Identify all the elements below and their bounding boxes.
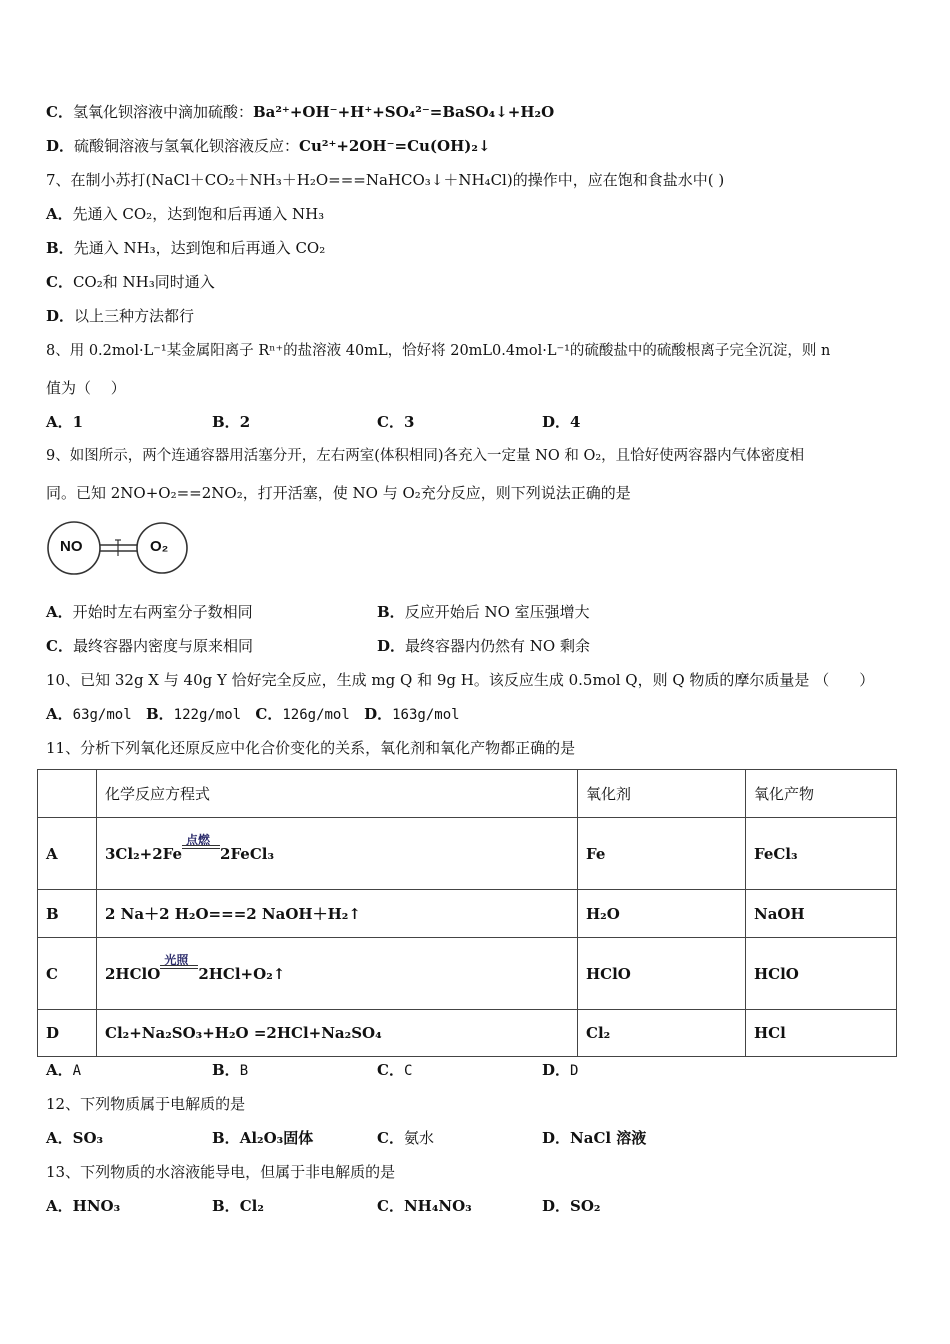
option-label: C． — [377, 1129, 404, 1147]
option-label: D． — [542, 1129, 571, 1147]
option-text: 氢氧化钡溶液中滴加硫酸： — [72, 103, 253, 121]
q13-stem: 13、下列物质的水溶液能导电，但属于非电解质的是 — [46, 1163, 396, 1181]
table-row — [38, 938, 897, 1010]
q12-stem: 12、下列物质属于电解质的是 — [46, 1095, 246, 1113]
reaction-condition — [160, 952, 198, 982]
row-oxidant: H₂O — [578, 890, 746, 938]
option-label: C． — [377, 1061, 404, 1079]
option-label: C． — [377, 1197, 404, 1215]
row-key: A — [38, 818, 97, 890]
option-text: HNO₃ — [72, 1197, 121, 1215]
q12-option-d — [542, 1128, 646, 1148]
option-text: SO₂ — [570, 1197, 601, 1215]
option-label: D． — [542, 1061, 571, 1079]
q7-option-a — [46, 204, 324, 224]
option-text: 1 — [72, 413, 84, 431]
option-text: C — [403, 1063, 413, 1079]
option-label: A． — [46, 1061, 73, 1079]
option-label: C． — [255, 705, 283, 723]
row-product: NaOH — [746, 890, 897, 938]
q7-stem: 7、在制小苏打(NaCl＋CO₂＋NH₃＋H₂O===NaHCO₃↓＋NH₄Cl)的操作中，应在饱和食盐水中( ) — [46, 171, 725, 189]
q9-stem-line1: 9、如图所示，两个连通容器用活塞分开，左右两室(体积相同)各充入一定量 NO 和 O₂，且恰好使两容器内气体密度相 — [46, 448, 805, 464]
q7-option-c — [46, 272, 215, 292]
row-equation: Cl₂+Na₂SO₃+H₂O =2HCl+Na₂SO₄ — [97, 1010, 578, 1057]
option-label: C． — [46, 273, 73, 291]
option-label: B． — [377, 603, 405, 621]
option-label: A． — [46, 705, 73, 723]
option-text: 硫酸铜溶液与氢氧化钡溶液反应： — [74, 137, 300, 155]
row-key: D — [38, 1010, 97, 1057]
q6-option-c — [46, 102, 554, 122]
q11-reaction-table — [37, 769, 897, 1057]
option-text: Al₂O₃固体 — [239, 1129, 314, 1147]
option-label: D． — [377, 637, 406, 655]
row-oxidant: HClO — [578, 938, 746, 1010]
q9-option-a — [46, 602, 253, 622]
option-label: D． — [542, 1197, 571, 1215]
q11-option-a — [46, 1060, 81, 1081]
option-text: 先通入 CO₂，达到饱和后再通入 NH₃ — [72, 205, 325, 223]
option-label: A． — [46, 205, 73, 223]
option-formula: Cu²⁺+2OH⁻=Cu(OH)₂↓ — [299, 137, 491, 155]
q11-option-b — [212, 1060, 248, 1081]
q11-option-c — [377, 1060, 412, 1081]
q8-option-d — [542, 412, 580, 432]
q10-options — [46, 704, 460, 725]
q12-option-b — [212, 1128, 313, 1148]
option-label: B． — [212, 1197, 240, 1215]
header-cell-equation: 化学反应方程式 — [97, 770, 578, 818]
option-text: 反应开始后 NO 室压强增大 — [404, 603, 590, 621]
option-text: 163g/mol — [392, 707, 460, 723]
option-label: B． — [145, 705, 174, 723]
q8-stem-line2: 值为（ ） — [46, 379, 126, 397]
table-row — [38, 890, 897, 938]
q8-option-c — [377, 412, 414, 432]
option-text: 63g/mol — [72, 707, 132, 723]
row-key: C — [38, 938, 97, 1010]
q6-option-d — [46, 136, 491, 156]
header-cell-oxidant: 氧化剂 — [578, 770, 746, 818]
option-text: 以上三种方法都行 — [74, 307, 195, 325]
option-text: NaCl 溶液 — [570, 1129, 647, 1147]
option-label: C． — [377, 413, 404, 431]
q12-option-c — [377, 1128, 434, 1148]
option-label: C． — [46, 103, 73, 121]
option-text: 最终容器内仍然有 NO 剩余 — [405, 637, 590, 655]
diagram-label-o2: O₂ — [150, 538, 169, 555]
row-key: B — [38, 890, 97, 938]
equation-right: 2FeCl₃ — [220, 844, 275, 863]
option-label: B． — [212, 413, 240, 431]
option-text: A — [72, 1063, 82, 1079]
q13-option-d — [542, 1196, 600, 1216]
q9-option-b — [377, 602, 590, 622]
table-row — [38, 818, 897, 890]
option-label: D． — [46, 137, 75, 155]
q13-option-b — [212, 1196, 264, 1216]
option-label: A． — [46, 1197, 73, 1215]
header-cell-key — [38, 770, 97, 818]
option-formula: Ba²⁺+OH⁻+H⁺+SO₄²⁻=BaSO₄↓+H₂O — [252, 103, 555, 121]
header-cell-product: 氧化产物 — [746, 770, 897, 818]
q7-option-b — [46, 238, 325, 258]
option-label: D． — [542, 413, 571, 431]
q13-option-c — [377, 1196, 472, 1216]
q9-stem-line2: 同。已知 2NO+O₂==2NO₂，打开活塞，使 NO 与 O₂充分反应，则下列说法正确的是 — [46, 484, 631, 502]
option-label: D． — [46, 307, 75, 325]
equals-bar — [182, 845, 220, 849]
option-text: SO₃ — [72, 1129, 104, 1147]
option-label: B． — [212, 1061, 240, 1079]
option-label: A． — [46, 603, 73, 621]
q11-option-d — [542, 1060, 578, 1081]
option-text: 126g/mol — [282, 707, 350, 723]
equals-bar — [160, 965, 198, 969]
q11-stem: 11、分析下列氧化还原反应中化合价变化的关系，氧化剂和氧化产物都正确的是 — [46, 739, 576, 757]
row-equation — [97, 938, 578, 1010]
option-label: B． — [212, 1129, 240, 1147]
option-label: A． — [46, 413, 73, 431]
q13-option-a — [46, 1196, 120, 1216]
option-text: 122g/mol — [173, 707, 242, 723]
option-text: Cl₂ — [239, 1197, 264, 1215]
reaction-condition — [182, 832, 220, 862]
option-label: C． — [46, 637, 73, 655]
option-text: CO₂和 NH₃同时通入 — [72, 273, 215, 291]
option-text: 3 — [403, 413, 415, 431]
q8-stem-line1: 8、用 0.2mol·L⁻¹某金属阳离子 Rⁿ⁺的盐溶液 40mL，恰好将 20mL0.4mol·L⁻¹的硫酸盐中的硫酸根离子完全沉淀，则 n — [46, 343, 831, 359]
q9-option-c — [46, 636, 253, 656]
option-text: 2 — [239, 413, 251, 431]
row-product: FeCl₃ — [746, 818, 897, 890]
table-header-row — [38, 770, 897, 818]
row-product: HClO — [746, 938, 897, 1010]
option-text: B — [239, 1063, 249, 1079]
condition-label: 点燃 — [186, 832, 211, 847]
option-text: 氨水 — [403, 1129, 434, 1147]
q12-option-a — [46, 1128, 103, 1148]
option-text: NH₄NO₃ — [403, 1197, 472, 1215]
q9-option-d — [377, 636, 590, 656]
option-label: A． — [46, 1129, 73, 1147]
row-oxidant: Cl₂ — [578, 1010, 746, 1057]
diagram-label-no: NO — [60, 538, 83, 555]
equation-left: 2HClO — [105, 964, 161, 983]
q10-stem: 10、已知 32g X 与 40g Y 恰好完全反应，生成 mg Q 和 9g H。该反应生成 0.5mol Q，则 Q 物质的摩尔质量是 （ ） — [46, 671, 875, 689]
q7-option-d — [46, 306, 194, 326]
option-text: 4 — [570, 413, 581, 431]
option-label: B． — [46, 239, 74, 257]
option-text: 先通入 NH₃，达到饱和后再通入 CO₂ — [73, 239, 326, 257]
table-row — [38, 1010, 897, 1057]
q8-option-a — [46, 412, 83, 432]
condition-label: 光照 — [164, 952, 189, 967]
row-equation — [97, 818, 578, 890]
option-text: 开始时左右两室分子数相同 — [72, 603, 253, 621]
q8-option-b — [212, 412, 250, 432]
option-label: D． — [364, 705, 393, 723]
equation-left: 3Cl₂+2Fe — [105, 844, 183, 863]
row-product: HCl — [746, 1010, 897, 1057]
equation-right: 2HCl+O₂↑ — [198, 964, 286, 983]
connected-containers-diagram — [46, 516, 188, 580]
option-text: 最终容器内密度与原来相同 — [72, 637, 253, 655]
option-text: D — [570, 1063, 579, 1079]
row-oxidant: Fe — [578, 818, 746, 890]
row-equation: 2 Na＋2 H₂O===2 NaOH＋H₂↑ — [97, 890, 578, 938]
